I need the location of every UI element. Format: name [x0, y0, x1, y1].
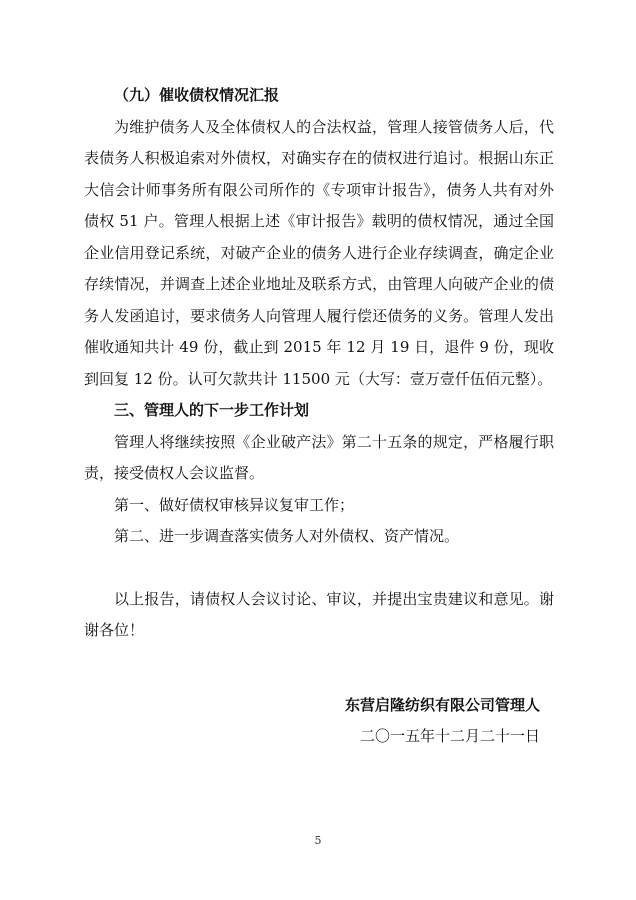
section-heading-debt-collection: （九）催收债权情况汇报 [114, 86, 280, 104]
signature-date: 二〇一五年十二月二十一日 [359, 727, 540, 745]
signature-organization: 东营启隆纺织有限公司管理人 [344, 696, 540, 714]
paragraph-debt-collection: 为维护债务人及全体债权人的合法权益，管理人接管债务人后，代表债务人积极追索对外债权，对确实存在的债权进行追讨。根据山东正大信会计师事务所有限公司所作的《专项审计报告》，债务人共有对外债权 51 户。管理人根据上述《审计报告》载明的债权情况，通过全国企业信用登记系统，对破产企业的债务人进行企业存续调查，确定企业存续情况，并调查上述企业地址及联系方式，由管理人向破产企业的债务人发函追讨，要求债务人向管理人履行偿还债务的义务。管理人发出催收通知共计 49 份，截止到 2015 年 12 月 19 日，退件 9 份，现收到回复 12 份。认可欠款共计 11500 元（大写：壹万壹仟伍佰元整）。 [84, 117, 554, 388]
plan-item-2: 第二、进一步调查落实债务人对外债权、资产情况。 [114, 527, 460, 545]
document-body [84, 80, 554, 647]
paragraph-next-plan: 管理人将继续按照《企业破产法》第二十五条的规定，严格履行职责，接受债权人会议监督。 [84, 432, 554, 482]
plan-item-1: 第一、做好债权审核异议复审工作； [114, 495, 355, 514]
section-heading-next-plan: 三、管理人的下一步工作计划 [114, 401, 310, 419]
page-number: 5 [314, 834, 322, 847]
closing-paragraph: 以上报告，请债权人会议讨论、审议，并提出宝贵建议和意见。谢谢各位！ [84, 589, 554, 639]
